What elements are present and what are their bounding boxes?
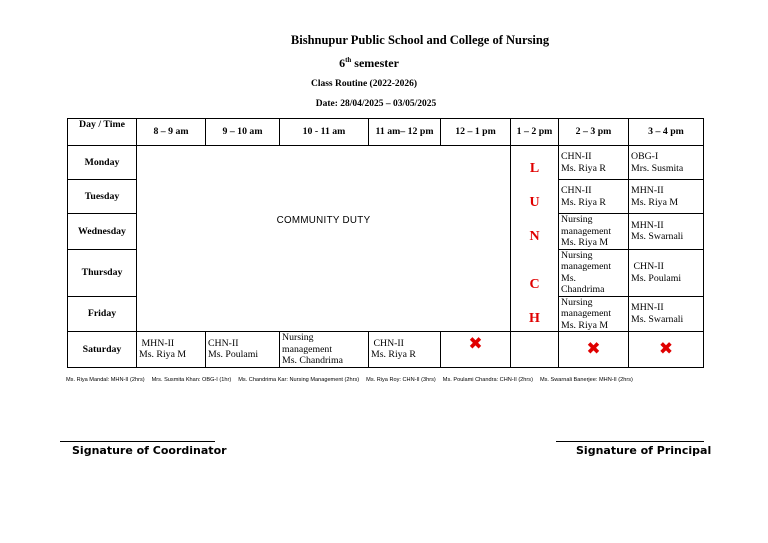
- routine-date: Date: 28/04/2025 – 03/05/2025: [315, 99, 437, 109]
- class-cell: Nursing management Ms. Riya M: [559, 296, 629, 332]
- community-duty-cell: [137, 146, 511, 332]
- class-routine-table: [67, 118, 704, 368]
- day-label: Friday: [68, 296, 137, 332]
- column-header: 9 – 10 am: [206, 119, 280, 146]
- cross-mark-icon: ✖: [658, 338, 674, 359]
- class-cell: CHN-II Ms. Poulami: [629, 249, 704, 296]
- table-row-saturday: [68, 332, 704, 368]
- routine-title: Class Routine (2022-2026): [310, 79, 418, 89]
- community-duty-label: COMMUNITY DUTY: [276, 214, 371, 226]
- class-cell: CHN-II Ms. Riya R: [559, 180, 629, 214]
- lunch-cell: [511, 146, 559, 332]
- column-header: 3 – 4 pm: [629, 119, 704, 146]
- day-label: Thursday: [68, 249, 137, 296]
- class-cell: MHN-II Ms. Swarnali: [629, 214, 704, 250]
- day-label: Monday: [68, 146, 137, 180]
- header-row: [68, 119, 704, 146]
- lunch-letter: U: [529, 194, 540, 210]
- column-header: 11 am– 12 pm: [369, 119, 441, 146]
- column-header: 2 – 3 pm: [559, 119, 629, 146]
- coordinator-signature-line: [60, 441, 215, 442]
- class-cell: MHN-II Ms. Riya M: [629, 180, 704, 214]
- column-header: 12 – 1 pm: [441, 119, 511, 146]
- principal-signature-label: Signature of Principal: [576, 444, 712, 457]
- class-cell: CHN-II Ms. Riya R: [369, 332, 441, 368]
- class-cell: CHN-II Ms. Poulami: [206, 332, 280, 368]
- no-class-cell: [629, 332, 704, 368]
- coordinator-signature-label: Signature of Coordinator: [72, 444, 227, 457]
- column-header: 8 – 9 am: [137, 119, 206, 146]
- column-header: Day / Time: [68, 119, 137, 146]
- lunch-letter: C: [529, 276, 540, 292]
- lunch-letter: L: [529, 160, 540, 176]
- no-class-cell: [441, 332, 511, 368]
- principal-signature-line: [556, 441, 704, 442]
- class-cell: Nursing management Ms. Chandrima: [559, 249, 629, 296]
- no-class-cell: [559, 332, 629, 368]
- cross-mark-icon: ✖: [586, 338, 601, 359]
- column-header: 10 - 11 am: [280, 119, 369, 146]
- day-label: Saturday: [68, 332, 137, 368]
- empty-cell: [511, 332, 559, 368]
- teacher-hours-note: Ms. Riya Mandal: MHN-II (2hrs) Mrs. Susmita Khan: OBG-I (1hr) Ms. Chandrima Kar: Nursing Management (2hrs) Ms. Riya Roy: CHN-II (3hrs) Ms. Poulami Chandra: CHN-II (2hrs) Ms. Swarnali Banerjee: MHN-II (2hrs): [66, 377, 633, 383]
- cross-mark-icon: ✖: [468, 334, 483, 354]
- table-row: [68, 146, 704, 180]
- lunch-letter: H: [529, 310, 540, 326]
- class-cell: CHN-II Ms. Riya R: [559, 146, 629, 180]
- lunch-letter: N: [529, 228, 540, 244]
- day-label: Tuesday: [68, 180, 137, 214]
- class-cell: MHN-II Ms. Riya M: [137, 332, 206, 368]
- semester-title: 6th semester: [339, 56, 399, 70]
- day-label: Wednesday: [68, 214, 137, 250]
- column-header: 1 – 2 pm: [511, 119, 559, 146]
- class-cell: MHN-II Ms. Swarnali: [629, 296, 704, 332]
- school-title: Bishnupur Public School and College of Nursing: [290, 33, 550, 47]
- class-cell: Nursing management Ms. Riya M: [559, 214, 629, 250]
- class-cell: Nursing management Ms. Chandrima: [280, 332, 369, 368]
- class-cell: OBG-I Mrs. Susmita: [629, 146, 704, 180]
